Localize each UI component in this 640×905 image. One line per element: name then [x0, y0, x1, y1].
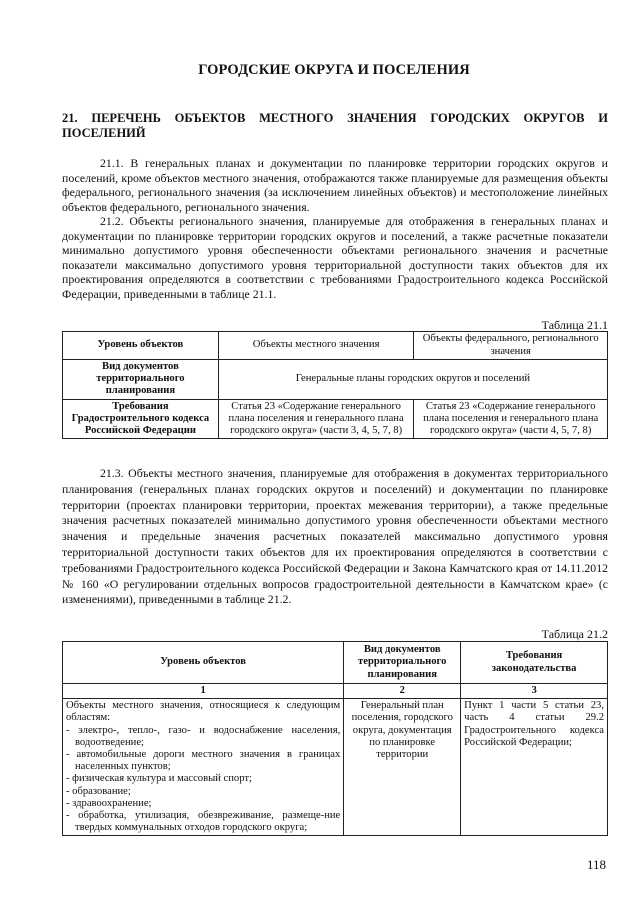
table-row	[63, 332, 608, 360]
subsection-title: 21. ПЕРЕЧЕНЬ ОБЪЕКТОВ МЕСТНОГО ЗНАЧЕНИЯ ГОРОДСКИХ ОКРУГОВ И ПОСЕЛЕНИЙ	[62, 111, 608, 140]
table-header-cell: Объекты местного значения	[218, 332, 414, 360]
table-header-cell: Уровень объектов	[63, 332, 219, 360]
table-row	[63, 684, 608, 699]
table-21-1	[62, 331, 608, 439]
table-header-cell: Объекты федерального, регионального значения	[414, 332, 608, 360]
list-item: Объекты местного значения, относящиеся к следующим областям:	[66, 700, 341, 724]
table-cell: Статья 23 «Содержание генерального плана поселения и генерального плана городского округа» (части 3, 4, 5, 7, 8)	[218, 399, 414, 439]
table-cell: Статья 23 «Содержание генерального плана поселения и генерального плана городского округа» (части 4, 5, 7, 8)	[414, 399, 608, 439]
table-cell: Пункт 1 части 5 статьи 23, часть 4 статьи 29.2 Градостроительного кодекса Российской Федерации;	[461, 699, 608, 836]
table-cell: 1	[63, 684, 344, 699]
paragraph-21-1: 21.1. В генеральных планах и документации по планировке территории городских округов и поселений, кроме объектов местного значения, отображаются также планируемые для размещения объекты федерального, регионального значения (за исключением линейных объектов) и местоположение линейных объектов федерального, регионального значения.	[62, 156, 608, 214]
table-cell: Требования Градостроительного кодекса Российской Федерации	[63, 399, 219, 439]
paragraph-21-3: 21.3. Объекты местного значения, планируемые для отображения в документах территориального планирования (генеральных планах городских округов и поселений) и документации по планировке территории (проектах планировки территории, проектах межевания территории), а также предельные значения расчетных показателей минимально допустимого уровня обеспеченности объектами местного значения и предельные значения расчетных показателей максимально допустимого уровня территориальной доступности таких объектов для их проектирования определяются в соответствии с требованиями Градостроительного кодекса Российской Федерации и Закона Камчатского края от 14.11.2012 № 160 «О регулировании отдельных вопросов градостроительной деятельности в Камчатском крае» (с изменениями), приведенными в таблице 21.2.	[62, 466, 608, 607]
table-header-cell: Требования законодательства	[461, 642, 608, 684]
section-title: ГОРОДСКИЕ ОКРУГА И ПОСЕЛЕНИЯ	[198, 62, 470, 78]
table-header-cell: Вид документов территориального планирования	[344, 642, 461, 684]
list-item: - автомобильные дороги местного значения в границах населенных пунктов;	[66, 749, 341, 773]
list-item: - обработка, утилизация, обезвреживание, размеще-ние твердых коммунальных отходов городского округа;	[66, 810, 341, 834]
list-item: - электро-, тепло-, газо- и водоснабжение населения, водоотведение;	[66, 724, 341, 748]
list-item: - образование;	[66, 785, 131, 797]
table-21-1-caption: Таблица 21.1	[541, 318, 608, 332]
table-row	[63, 699, 608, 836]
paragraph-21-2: 21.2. Объекты регионального значения, планируемые для отображения в генеральных планах и документации по планировке территории городских округов и поселений, а также расчетные показатели минимально допустимого уровня обеспеченности объектами регионального значения и расчетные показатели максимально допустимого уровня территориальной доступности таких объектов для их проектирования определяются в соответствии с требованиями Градостроительного кодекса Российской Федерации, приведенными в таблице 21.1.	[62, 214, 608, 301]
table-row	[63, 399, 608, 439]
list-item: - физическая культура и массовый спорт;	[66, 773, 252, 785]
table-cell: Генеральные планы городских округов и поселений	[218, 360, 607, 400]
table-cell: Генеральный план поселения, городского округа, документация по планировке территории	[344, 699, 461, 836]
table-cell: Вид документов территориального планирования	[63, 360, 219, 400]
table-header-cell: Уровень объектов	[63, 642, 344, 684]
page-number: 118	[586, 857, 606, 872]
table-row	[63, 360, 608, 400]
table-cell	[63, 699, 344, 836]
table-21-2	[62, 641, 608, 836]
table-cell: 2	[344, 684, 461, 699]
table-row	[63, 642, 608, 684]
table-cell: 3	[461, 684, 608, 699]
table-21-2-caption: Таблица 21.2	[541, 627, 608, 641]
list-item: - здравоохранение;	[66, 797, 152, 809]
